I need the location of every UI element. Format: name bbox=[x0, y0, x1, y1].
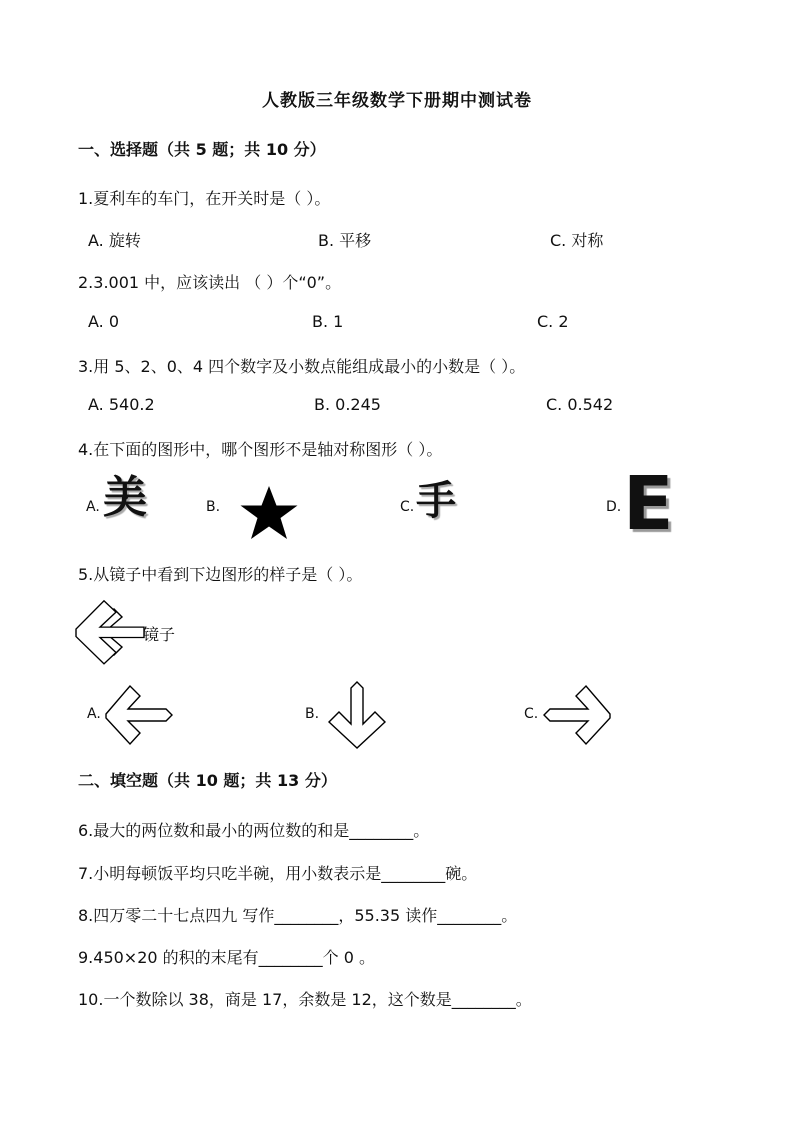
mirror-label: 镜子 bbox=[143, 625, 176, 644]
question-6: 6.最大的两位数和最小的两位数的和是________。 bbox=[78, 821, 430, 840]
question-7: 7.小明每顿饭平均只吃半碗，用小数表示是________碗。 bbox=[78, 864, 478, 883]
question-2: 2.3.001 中，应该读出 （ ）个“0”。 bbox=[78, 273, 342, 292]
q3-option-c: C. 0.542 bbox=[546, 395, 614, 414]
q5-option-b: B. bbox=[305, 706, 320, 722]
q4-figure-shou-character: 手 bbox=[416, 478, 456, 524]
question-4: 4.在下面的图形中，哪个图形不是轴对称图形（ ）。 bbox=[78, 440, 443, 459]
q4-option-a: A. bbox=[86, 499, 100, 515]
q1-option-a: A. 旋转 bbox=[88, 231, 141, 250]
question-1: 1.夏利车的车门，在开关时是（ ）。 bbox=[78, 189, 331, 208]
q5-option-a: A. bbox=[87, 706, 101, 722]
q2-option-c: C. 2 bbox=[537, 312, 569, 331]
section-heading-fill-in: 二、填空题（共 10 题；共 13 分） bbox=[78, 771, 337, 790]
q2-option-b: B. 1 bbox=[312, 312, 344, 331]
q2-option-a: A. 0 bbox=[88, 312, 120, 331]
star-icon bbox=[238, 484, 300, 542]
q4-option-c: C. bbox=[400, 499, 415, 515]
left-arrow-figure-icon bbox=[74, 598, 146, 666]
question-5: 5.从镜子中看到下边图形的样子是（ ）。 bbox=[78, 565, 363, 584]
q1-option-b: B. 平移 bbox=[318, 231, 372, 250]
q4-option-b: B. bbox=[206, 499, 221, 515]
q5-option-c: C. bbox=[524, 706, 539, 722]
page-title: 人教版三年级数学下册期中测试卷 bbox=[262, 91, 532, 111]
q4-figure-mei-character: 美 bbox=[103, 472, 147, 523]
question-8: 8.四万零二十七点四九 写作________，55.35 读作________。 bbox=[78, 906, 518, 925]
q5-option-c-arrow-icon bbox=[540, 682, 612, 748]
q3-option-a: A. 540.2 bbox=[88, 395, 155, 414]
q3-option-b: B. 0.245 bbox=[314, 395, 381, 414]
section-heading-choice: 一、选择题（共 5 题；共 10 分） bbox=[78, 140, 326, 159]
question-3: 3.用 5、2、0、4 四个数字及小数点能组成最小的小数是（ ）。 bbox=[78, 357, 526, 376]
q5-option-b-arrow-icon bbox=[322, 680, 392, 750]
q5-option-a-arrow-icon bbox=[104, 682, 174, 748]
q4-option-d: D. bbox=[606, 499, 622, 515]
q4-figure-letter-e: E bbox=[623, 461, 674, 547]
question-9: 9.450×20 的积的末尾有________个 0 。 bbox=[78, 948, 376, 967]
q1-option-c: C. 对称 bbox=[550, 231, 604, 250]
question-10: 10.一个数除以 38，商是 17，余数是 12，这个数是________。 bbox=[78, 990, 532, 1009]
